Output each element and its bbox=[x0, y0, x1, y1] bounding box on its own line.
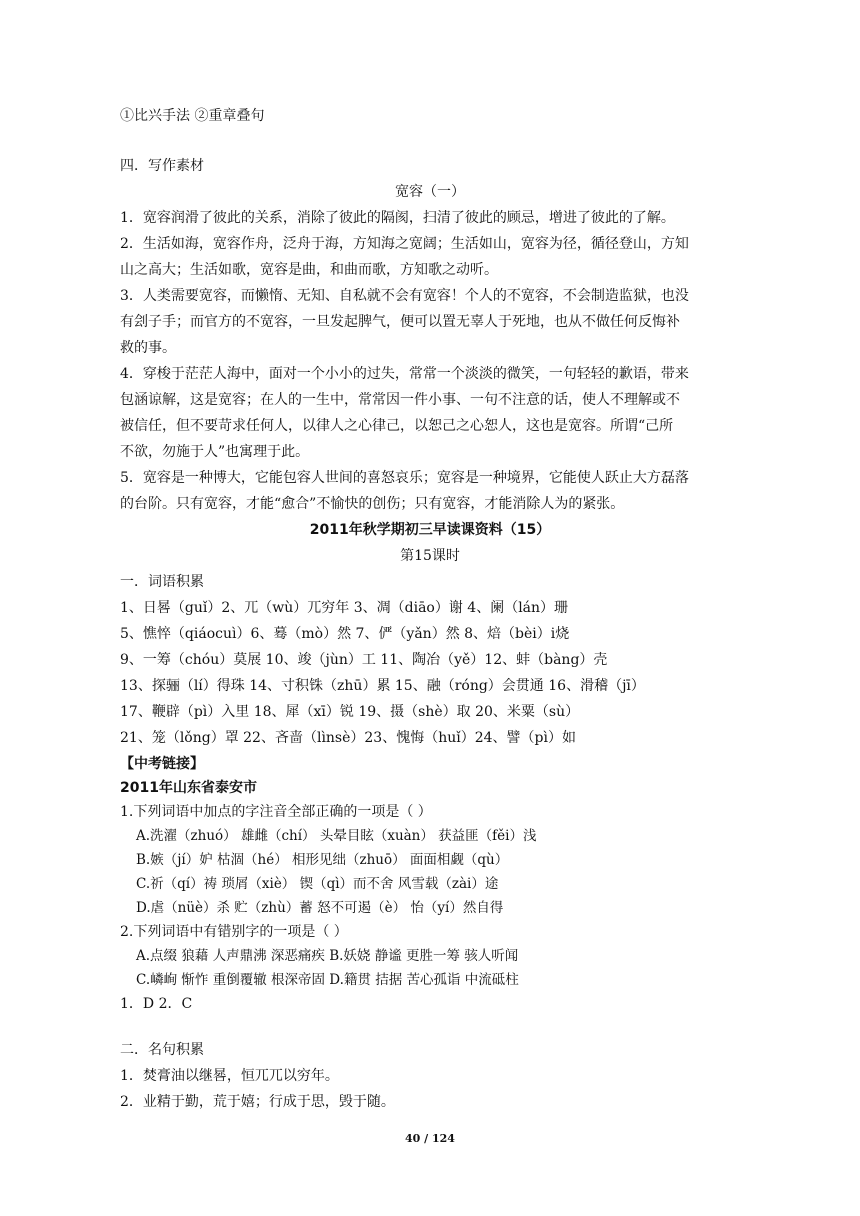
paragraph-line: 救的事。 bbox=[120, 340, 176, 356]
paragraph-line: 有刽子手；而官方的不宽容，一旦发起脾气，便可以置无辜人于死地，也从不做任何反悔补 bbox=[120, 314, 680, 330]
answers: 1．D 2．C bbox=[120, 996, 193, 1012]
question-2-option: A.点缀 狼藉 人声鼎沸 深恶痛疾 B.妖娆 静谧 更胜一筹 骇人听闻 bbox=[136, 948, 519, 964]
paragraph-line: 的台阶。只有宽容，才能“愈合”不愉快的创伤；只有宽容，才能消除人为的紧张。 bbox=[120, 496, 625, 512]
question-1-option: D.虐（nüè）杀 贮（zhù）蓄 怒不可遏（è） 怡（yí）然自得 bbox=[136, 900, 504, 916]
question-2-option: C.嶙峋 惭怍 重倒覆辙 根深帝固 D.籍贯 拮据 苦心孤诣 中流砥柱 bbox=[136, 972, 519, 988]
paragraph-line: 被信任，但不要苛求任何人，以律人之心律己，以恕己之心恕人，这也是宽容。所谓“己所 bbox=[120, 418, 674, 434]
vocab-line: 13、探骊（lí）得珠 14、寸积铢（zhū）累 15、融（róng）会贯通 16、滑稽（jī） bbox=[120, 678, 645, 694]
vocab-line: 9、一筹（chóu）莫展 10、竣（jùn）工 11、陶冶（yě）12、蚌（bàng）壳 bbox=[120, 652, 608, 668]
lesson-subtitle: 第15课时 bbox=[400, 548, 460, 564]
paragraph-line: 5．宽容是一种博大，它能包容人世间的喜怒哀乐；宽容是一种境界，它能使人跃止大方磊落 bbox=[120, 470, 689, 486]
essay-title: 宽容（一） bbox=[395, 184, 465, 200]
paragraph-line: 不欲，勿施于人”也寓理于此。 bbox=[120, 444, 310, 460]
quote-line: 2．业精于勤，荒于嬉；行成于思，毁于随。 bbox=[120, 1094, 395, 1110]
paragraph-line: 山之高大；生活如歌，宽容是曲，和曲而歌，方知歌之动听。 bbox=[120, 262, 498, 278]
zhongkao-heading: 【中考链接】 bbox=[120, 756, 204, 772]
quote-line: 1．焚膏油以继晷，恒兀兀以穷年。 bbox=[120, 1068, 339, 1084]
rhetoric-answers: ①比兴手法 ②重章叠句 bbox=[120, 108, 265, 124]
paragraph-line: 包涵谅解，这是宽容；在人的一生中，常常因一件小事、一句不注意的话，使人不理解或不 bbox=[120, 392, 680, 408]
question-1-option: A.洗濯（zhuó） 雄雌（chí） 头晕目眩（xuàn） 获益匪（fěi）浅 bbox=[136, 828, 537, 844]
vocab-line: 5、憔悴（qiáocuì）6、蓦（mò）然 7、俨（yǎn）然 8、焙（bèi）i烧 bbox=[120, 626, 570, 642]
section-heading-quotes: 二．名句积累 bbox=[120, 1042, 204, 1058]
question-1: 1.下列词语中加点的字注音全部正确的一项是（ ） bbox=[120, 804, 432, 820]
paragraph-line: 2．生活如海，宽容作舟，泛舟于海，方知海之宽阔；生活如山，宽容为径，循径登山，方知 bbox=[120, 236, 689, 252]
question-2: 2.下列词语中有错别字的一项是（ ） bbox=[120, 924, 348, 940]
paragraph-line: 3．人类需要宽容，而懒惰、无知、自私就不会有宽容！个人的不宽容，不会制造监狱，也没 bbox=[120, 288, 689, 304]
section-heading-writing-material: 四．写作素材 bbox=[120, 158, 204, 174]
section-heading-vocab: 一．词语积累 bbox=[120, 574, 204, 590]
lesson-title: 2011年秋学期初三早读课资料（15） bbox=[309, 522, 551, 538]
paragraph-line: 1．宽容润滑了彼此的关系，消除了彼此的隔阂，扫清了彼此的顾忌，增进了彼此的了解。 bbox=[120, 210, 675, 226]
question-1-option: B.嫉（jí）妒 枯涸（hé） 相形见绌（zhuō） 面面相觑（qù） bbox=[136, 852, 509, 868]
page-number: 40 / 124 bbox=[405, 1132, 455, 1145]
paragraph-line: 4．穿梭于茫茫人海中，面对一个小小的过失，常常一个淡淡的微笑，一句轻轻的歉语，带来 bbox=[120, 366, 689, 382]
vocab-line: 17、鞭辟（pì）入里 18、犀（xī）锐 19、摄（shè）取 20、米粟（sù） bbox=[120, 704, 580, 720]
question-1-option: C.祈（qí）祷 琐屑（xiè） 锲（qì）而不舍 风雪载（zài）途 bbox=[136, 876, 499, 892]
vocab-line: 1、日晷（guǐ）2、兀（wù）兀穷年 3、凋（diāo）谢 4、阑（lán）珊 bbox=[120, 600, 569, 616]
exam-source: 2011年山东省泰安市 bbox=[120, 780, 257, 796]
vocab-line: 21、笼（lǒng）罩 22、吝啬（lìnsè）23、愧悔（huǐ）24、譬（pì）如 bbox=[120, 730, 576, 746]
